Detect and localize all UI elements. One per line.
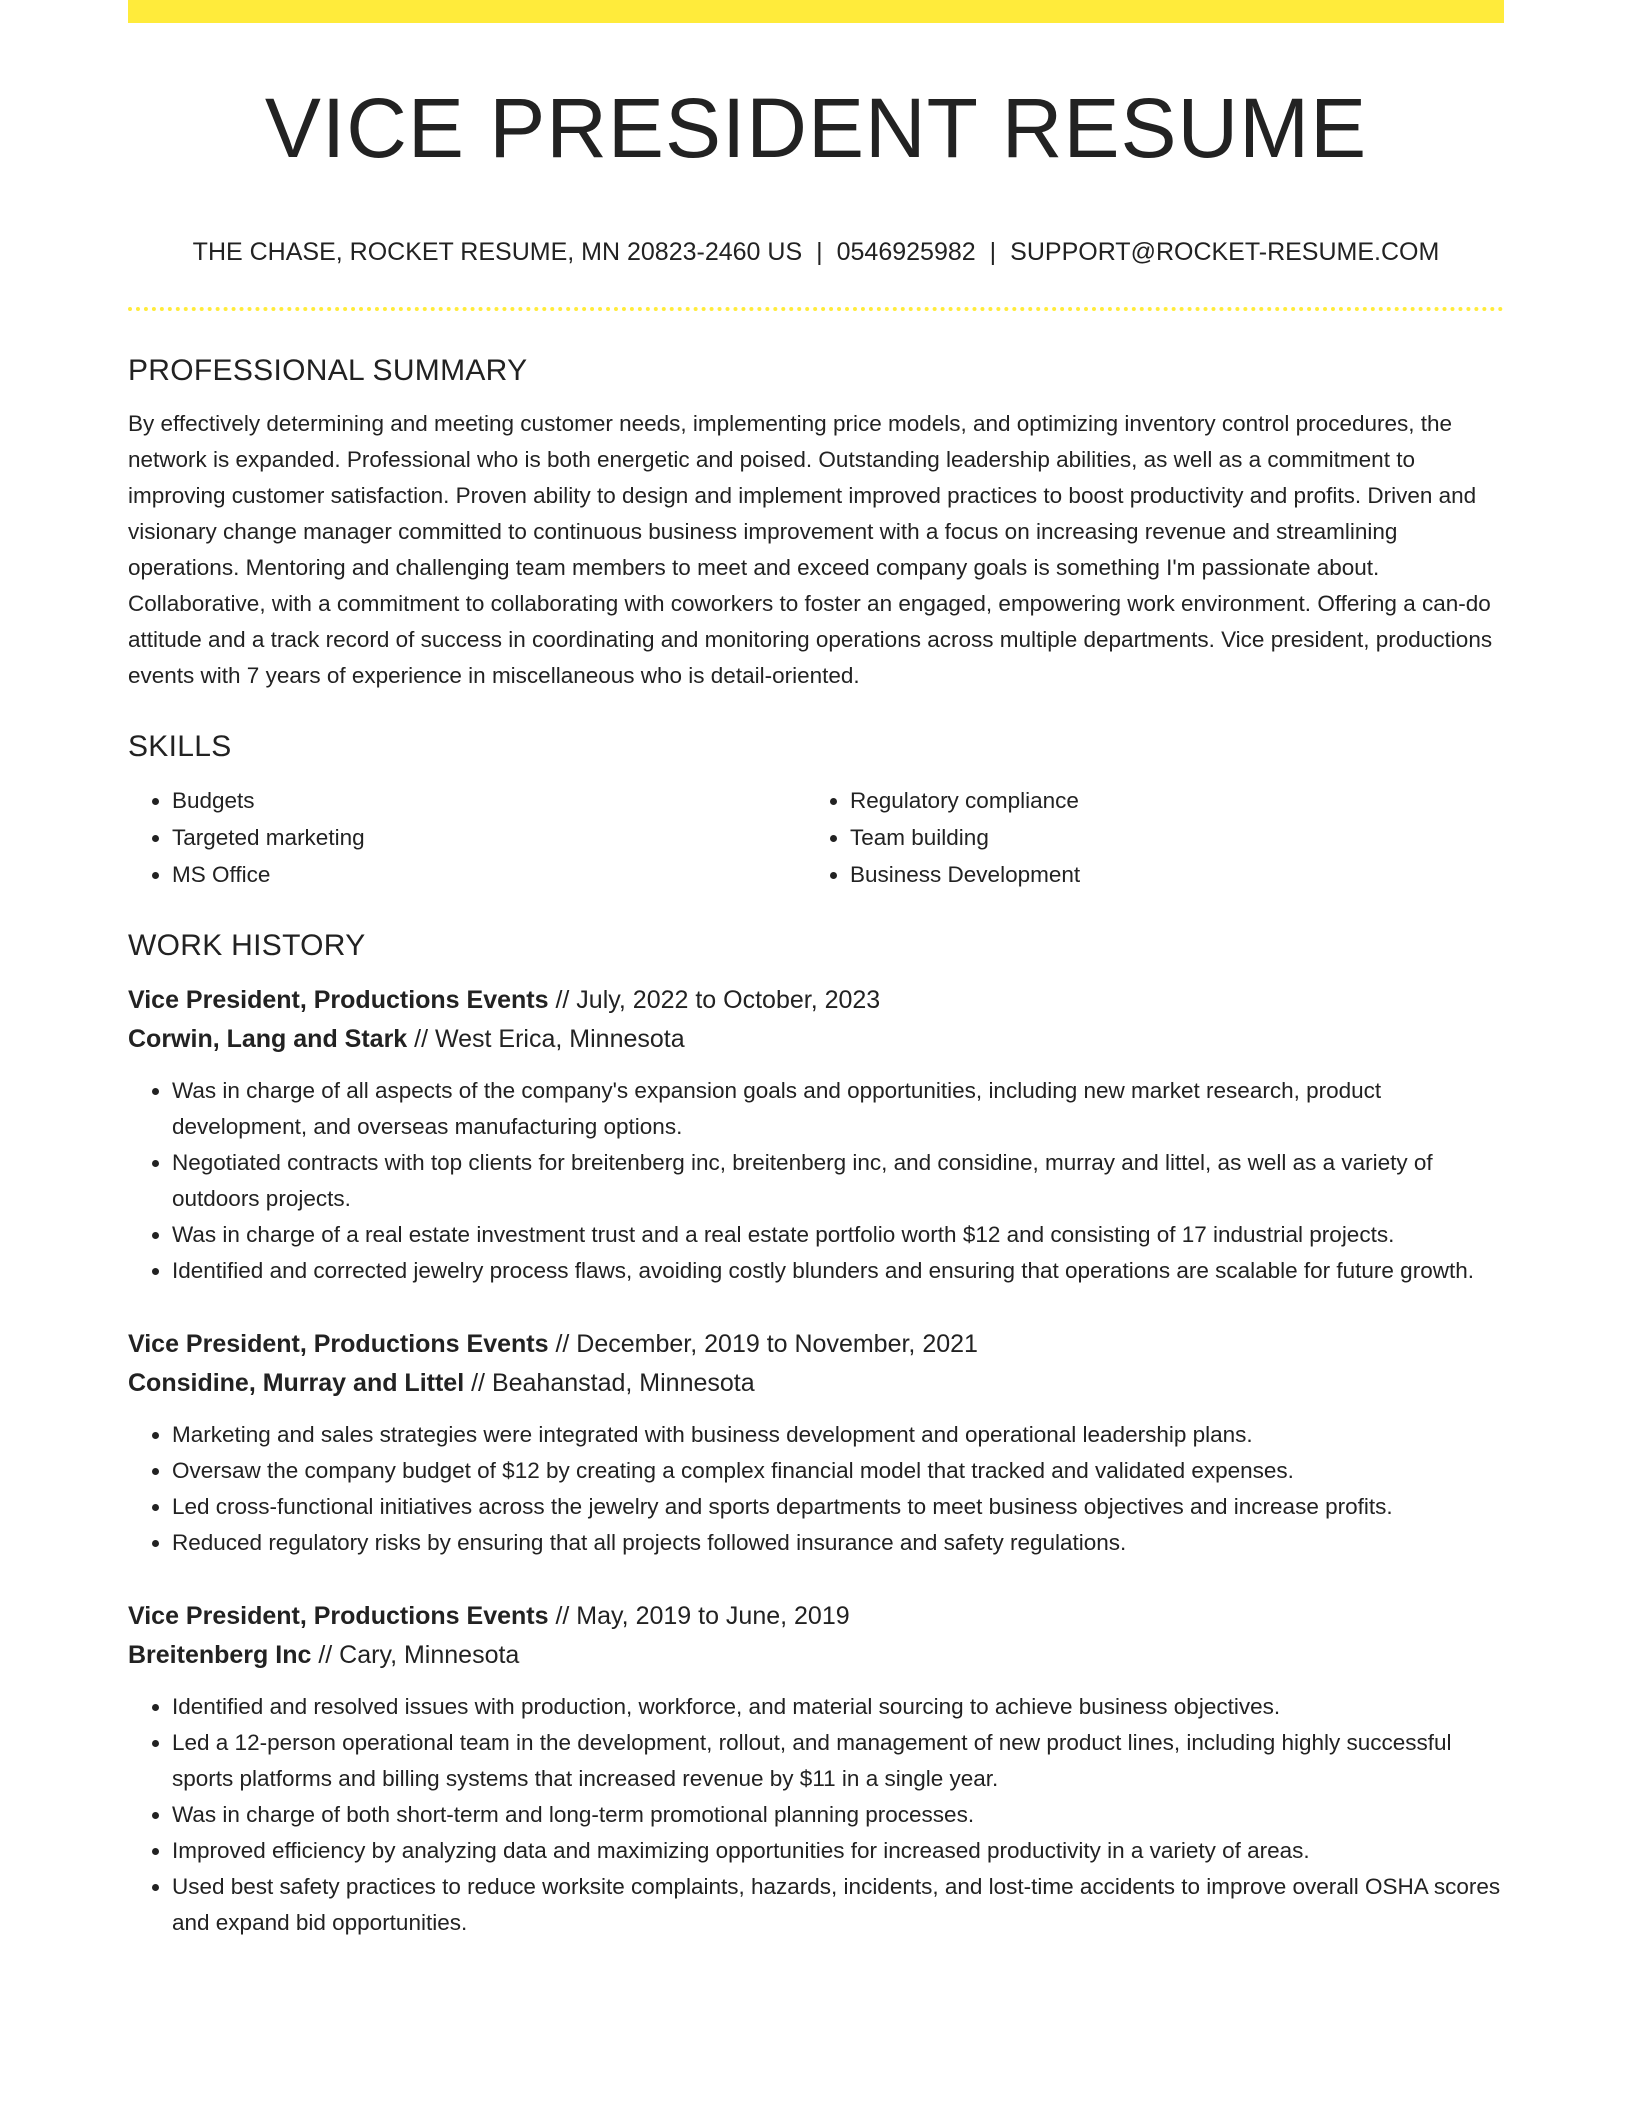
skills-column-left [128, 782, 806, 893]
skill-item: • Business Development [850, 856, 1484, 893]
job-bullet: • Was in charge of all aspects of the company's expansion goals and opportunities, including new market research, product development, and overseas manufacturing options. [172, 1073, 1504, 1145]
job-bullet: • Oversaw the company budget of $12 by creating a complex financial model that tracked and validated expenses. [172, 1453, 1504, 1489]
job-bullets [128, 1689, 1504, 1941]
job-bullet: • Was in charge of both short-term and long-term promotional planning processes. [172, 1797, 1504, 1833]
job-company: Considine, Murray and Littel [128, 1369, 465, 1397]
job-bullet: • Reduced regulatory risks by ensuring that all projects followed insurance and safety regulations. [172, 1525, 1504, 1561]
contact-line [128, 238, 1504, 267]
skill-item: • Regulatory compliance [850, 782, 1484, 819]
job-dates: // July, 2022 to October, 2023 [555, 986, 881, 1014]
job-bullet: • Led cross-functional initiatives across the jewelry and sports departments to meet business objectives and increase profits. [172, 1489, 1504, 1525]
job-dates: // December, 2019 to November, 2021 [555, 1330, 978, 1358]
job-title-line [128, 981, 1504, 1020]
contact-email: SUPPORT@ROCKET-RESUME.COM [1010, 238, 1440, 266]
contact-address: THE CHASE, ROCKET RESUME, MN 20823-2460 US [192, 238, 803, 266]
job-company-line [128, 1020, 1504, 1059]
job-dates: // May, 2019 to June, 2019 [555, 1602, 850, 1630]
job-title: Vice President, Productions Events [128, 1330, 549, 1358]
job-location: // West Erica, Minnesota [414, 1025, 685, 1053]
job-bullet: • Improved efficiency by analyzing data and maximizing opportunities for increased productivity in a variety of areas. [172, 1833, 1504, 1869]
job-company: Breitenberg Inc [128, 1641, 312, 1669]
job-location: // Cary, Minnesota [318, 1641, 520, 1669]
dotted-divider [128, 307, 1504, 311]
job-title: Vice President, Productions Events [128, 986, 549, 1014]
job-company-line [128, 1364, 1504, 1403]
contact-separator: | [816, 238, 823, 266]
work-history-heading: WORK HISTORY [128, 929, 366, 962]
skills-list [128, 782, 1504, 893]
job-entry [128, 1325, 1504, 1561]
job-bullet: • Marketing and sales strategies were integrated with business development and operational leadership plans. [172, 1417, 1504, 1453]
job-bullet: • Used best safety practices to reduce worksite complaints, hazards, incidents, and lost-time accidents to improve overall OSHA scores and expand bid opportunities. [172, 1869, 1504, 1941]
contact-phone: 0546925982 [836, 238, 976, 266]
summary-heading: PROFESSIONAL SUMMARY [128, 354, 528, 387]
skills-column-right [806, 782, 1484, 893]
job-entry [128, 1597, 1504, 1941]
job-company: Corwin, Lang and Stark [128, 1025, 408, 1053]
skill-item: • Budgets [172, 782, 806, 819]
skill-item: • Team building [850, 819, 1484, 856]
job-bullet: • Was in charge of a real estate investment trust and a real estate portfolio worth $12 and consisting of 17 industrial projects. [172, 1217, 1504, 1253]
skill-item: • Targeted marketing [172, 819, 806, 856]
job-bullet: • Identified and corrected jewelry process flaws, avoiding costly blunders and ensuring that operations are scalable for future growth. [172, 1253, 1504, 1289]
job-bullet: • Identified and resolved issues with production, workforce, and material sourcing to achieve business objectives. [172, 1689, 1504, 1725]
job-location: // Beahanstad, Minnesota [471, 1369, 755, 1397]
resume-body [128, 354, 1504, 1977]
resume-title: VICE PRESIDENT RESUME [264, 81, 1368, 175]
contact-separator: | [989, 238, 997, 266]
job-entry [128, 981, 1504, 1289]
skill-item: • MS Office [172, 856, 806, 893]
job-company-line [128, 1636, 1504, 1675]
job-bullets [128, 1417, 1504, 1561]
job-bullet: • Negotiated contracts with top clients for breitenberg inc, breitenberg inc, and considine, murray and littel, as well as a variety of outdoors projects. [172, 1145, 1504, 1217]
job-bullet: • Led a 12-person operational team in the development, rollout, and management of new product lines, including highly successful sports platforms and billing systems that increased revenue by $11 in a single year. [172, 1725, 1504, 1797]
job-title-line [128, 1325, 1504, 1364]
job-title: Vice President, Productions Events [128, 1602, 549, 1630]
summary-text: By effectively determining and meeting customer needs, implementing price models, and optimizing inventory control procedures, the network is expanded. Professional who is both energetic and poised. Outstanding leadership abilities, as well as a commitment to improving customer satisfaction. Proven ability to design and implement improved practices to boost productivity and profits. Driven and visionary change manager committed to continuous business improvement with a focus on increasing revenue and streamlining operations. Mentoring and challenging team members to meet and exceed company goals is something I'm passionate about. Collaborative, with a commitment to collaborating with coworkers to foster an engaged, empowering work environment. Offering a can-do attitude and a track record of success in coordinating and monitoring operations across multiple departments. Vice president, productions events with 7 years of experience in miscellaneous who is detail-oriented. [128, 411, 1493, 688]
skills-heading: SKILLS [128, 730, 232, 763]
top-accent-bar [128, 0, 1504, 23]
job-title-line [128, 1597, 1504, 1636]
job-bullets [128, 1073, 1504, 1289]
